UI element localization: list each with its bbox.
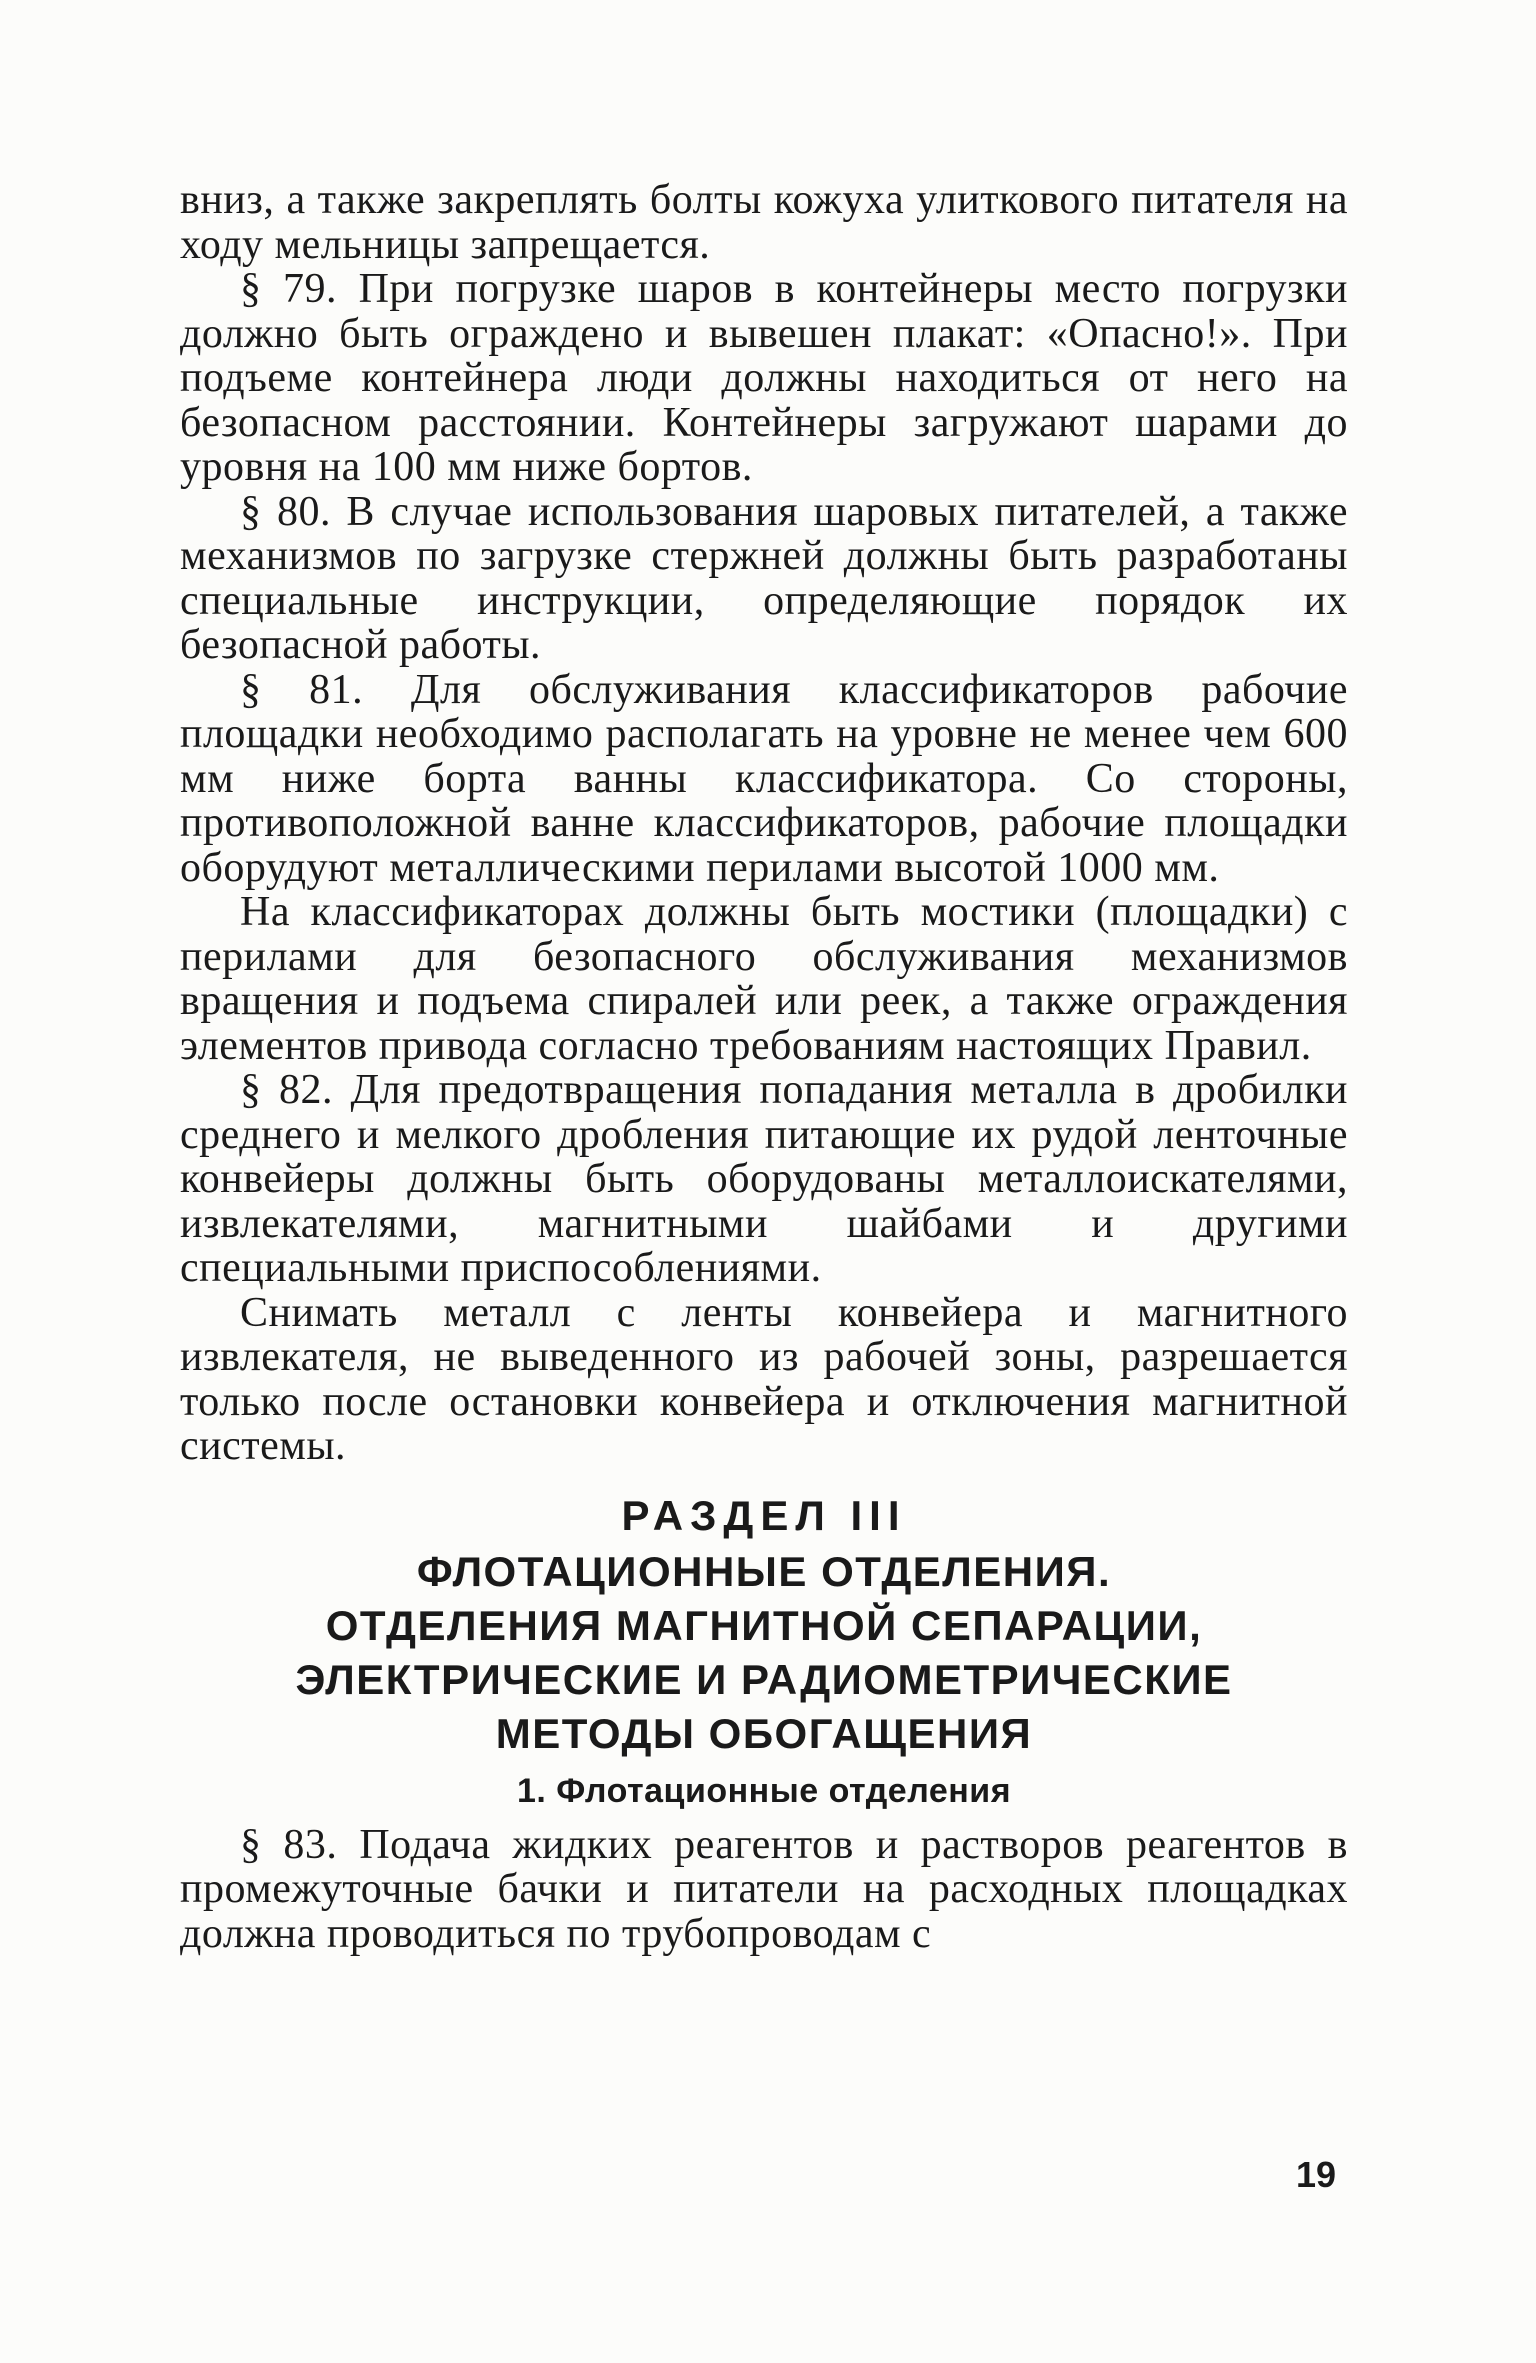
paragraph-79: § 79. При погрузке шаров в контейнеры место погрузки должно быть ограждено и вывешен плакат: «Опасно!». При подъеме контейнера люди должны находиться от него на безопасном расстоянии. Контейнеры загружают шарами до уровня на 100 мм ниже бортов.	[180, 266, 1348, 490]
section-subtitle-line: ФЛОТАЦИОННЫЕ ОТДЕЛЕНИЯ.	[416, 1547, 1112, 1595]
page-text	[180, 178, 1348, 1956]
paragraph-82: § 82. Для предотвращения попадания металла в дробилки среднего и мелкого дробления питающие их рудой ленточные конвейеры должны быть оборудованы металлоискателями, извлекателями, магнитными шайбами и другими специальными приспособлениями.	[180, 1067, 1348, 1291]
page-number: 19	[1296, 2154, 1337, 2195]
paragraph-83: § 83. Подача жидких реагентов и растворов реагентов в промежуточные бачки и питатели на расходных площадках должна проводиться по трубопроводам с	[180, 1821, 1348, 1957]
section-subtitle-line: ОТДЕЛЕНИЯ МАГНИТНОЙ СЕПАРАЦИИ,	[325, 1601, 1203, 1649]
section-subtitle-line: МЕТОДЫ ОБОГАЩЕНИЯ	[495, 1709, 1033, 1757]
paragraph-80: § 80. В случае использования шаровых питателей, а также механизмов по загрузке стержней должны быть разработаны специальные инструкции, определяющие порядок их безопасной работы.	[180, 488, 1348, 668]
paragraph-81: § 81. Для обслуживания классификаторов рабочие площадки необходимо располагать на уровне не менее чем 600 мм ниже борта ванны классификатора. Со стороны, противоположной ванне классификаторов, рабочие площадки оборудуют металлическими перилами высотой 1000 мм.	[180, 666, 1348, 891]
section-heading	[180, 1487, 1348, 1817]
subsection-title: 1. Флотационные отделения	[516, 1771, 1012, 1810]
section-subtitle-line: ЭЛЕКТРИЧЕСКИЕ И РАДИОМЕТРИЧЕСКИЕ	[295, 1655, 1233, 1703]
paragraph-classifiers: На классификаторах должны быть мостики (площадки) с перилами для безопасного обслуживания механизмов вращения и подъема спиралей или реек, а также ограждения элементов привода согласно требованиям настоящих Правил.	[180, 889, 1348, 1069]
paragraph-metal-removal: Снимать металл с ленты конвейера и магнитного извлекателя, не выведенного из рабочей зоны, разрешается только после остановки конвейера и отключения магнитной системы.	[180, 1289, 1348, 1469]
section-title: РАЗДЕЛ III	[621, 1491, 907, 1539]
paragraph-continuation: вниз, а также закреплять болты кожуха улиткового питателя на ходу мельницы запрещается.	[180, 177, 1348, 268]
